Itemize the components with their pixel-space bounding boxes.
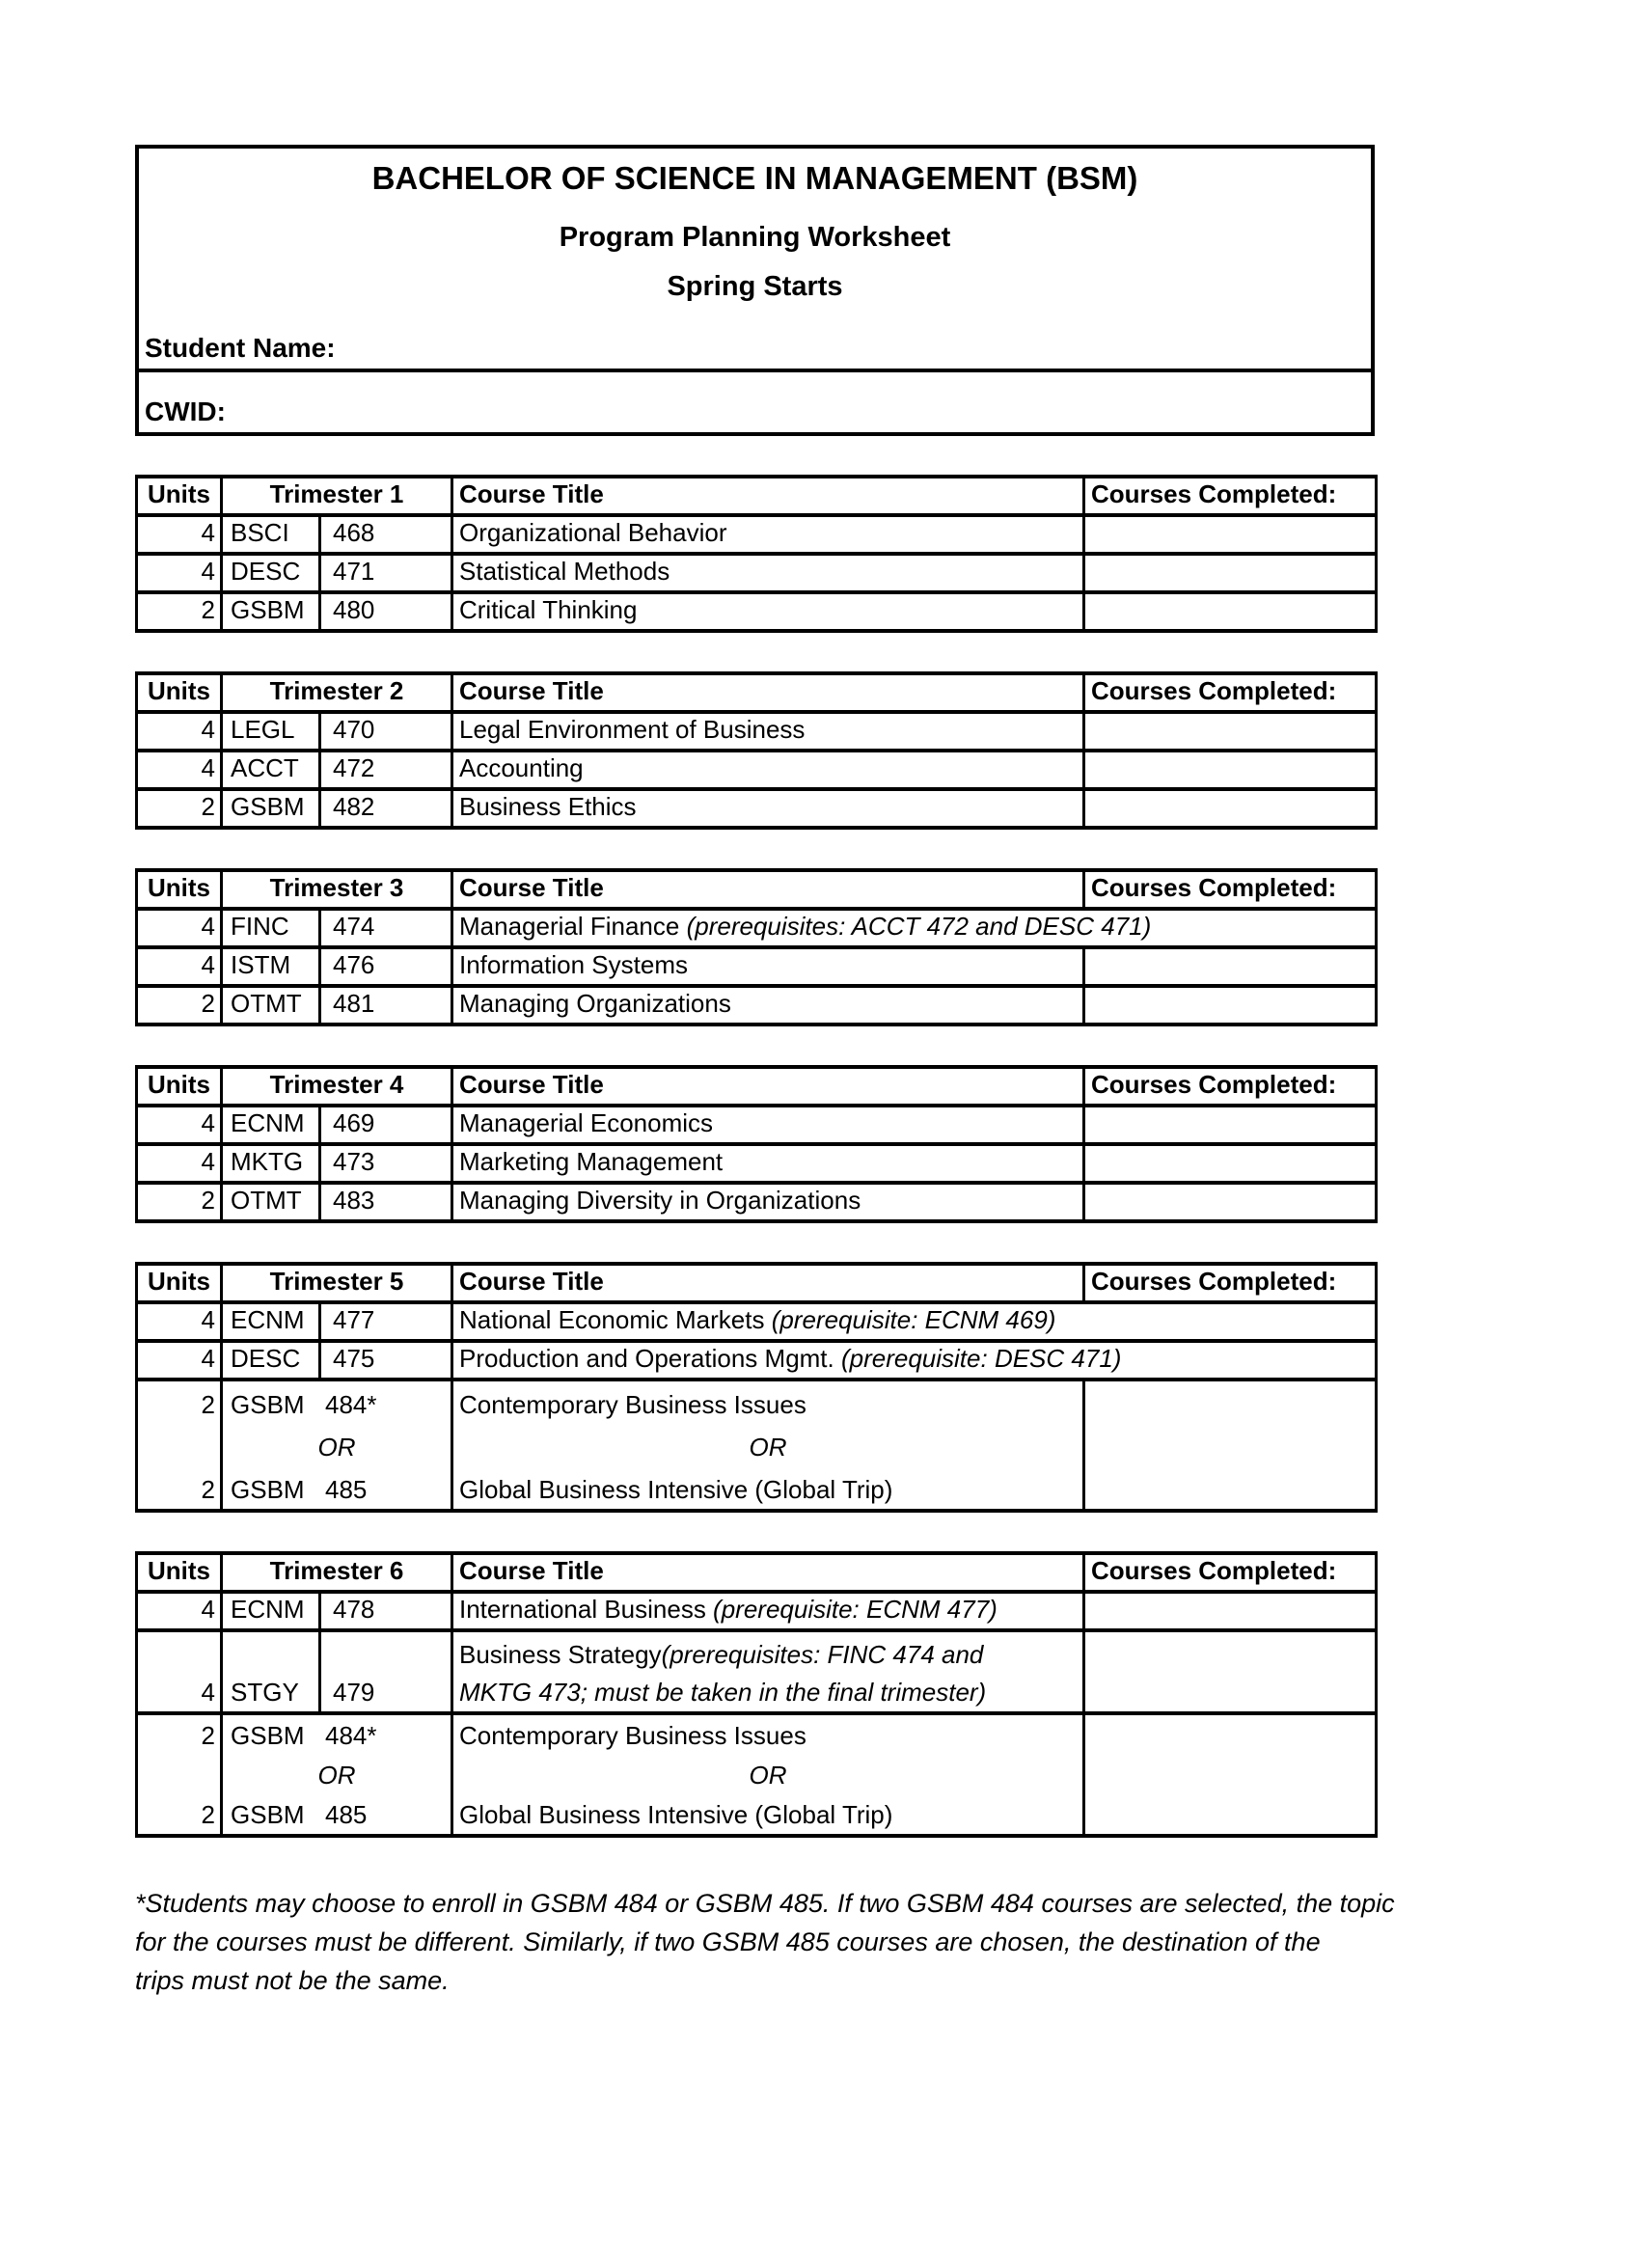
- course-title-header: Course Title: [452, 673, 1084, 712]
- units-cell: 4: [137, 947, 222, 986]
- course-row: [137, 1106, 1377, 1144]
- course-title-cell: Critical Thinking: [452, 592, 1084, 631]
- course-title-cell: Managing Organizations: [452, 986, 1084, 1025]
- course-title-header: Course Title: [452, 1553, 1084, 1592]
- course-prefix-cell: OTMT: [222, 1183, 320, 1221]
- course-number-cell: 470: [320, 712, 452, 751]
- worksheet-page: [135, 145, 1395, 2000]
- units-header: Units: [137, 673, 222, 712]
- course-prefix-cell: DESC: [222, 554, 320, 592]
- course-title-cell: Accounting: [452, 751, 1084, 789]
- course-number-cell: 481: [320, 986, 452, 1025]
- units-cell: 4: [137, 1592, 222, 1630]
- footnote: [135, 1884, 1534, 2000]
- courses-completed-cell: [1084, 1183, 1377, 1221]
- trimester-2-table: [135, 671, 1378, 830]
- courses-completed-cell: [1084, 712, 1377, 751]
- course-title-cell: Information Systems: [452, 947, 1084, 986]
- trimester-3-table: [135, 868, 1378, 1026]
- course-prefix-cell: ISTM: [222, 947, 320, 986]
- units-cell: 4: [137, 1144, 222, 1183]
- course-title-header: Course Title: [452, 477, 1084, 515]
- course-title-cell: Legal Environment of Business: [452, 712, 1084, 751]
- course-row: [137, 1341, 1377, 1380]
- term-subtitle: Spring Starts: [667, 271, 843, 302]
- course-title-cell: Statistical Methods: [452, 554, 1084, 592]
- course-row: [137, 909, 1377, 947]
- course-code-cell: GSBM 484* OR GSBM 485: [222, 1713, 452, 1836]
- or-label: OR: [317, 1761, 356, 1790]
- course-number-cell: 472: [320, 751, 452, 789]
- student-name-label: Student Name:: [145, 333, 336, 363]
- units-header: Units: [137, 1067, 222, 1106]
- units-cell: 2: [137, 1183, 222, 1221]
- course-prefix-cell: LEGL: [222, 712, 320, 751]
- cwid-label: CWID:: [145, 396, 226, 426]
- units-cell: 4: [137, 712, 222, 751]
- course-row: [137, 789, 1377, 828]
- course-row: [137, 751, 1377, 789]
- trimester-header: Trimester 2: [222, 673, 452, 712]
- course-title-cell: Contemporary Business Issues OR Global Business Intensive (Global Trip): [452, 1713, 1084, 1836]
- table-header-row: [137, 673, 1377, 712]
- courses-completed-header: Courses Completed:: [1084, 477, 1377, 515]
- course-prefix-cell: OTMT: [222, 986, 320, 1025]
- courses-completed-cell: [1084, 1380, 1377, 1511]
- table-header-row: [137, 1264, 1377, 1302]
- courses-completed-cell: [1084, 986, 1377, 1025]
- course-row: [137, 1183, 1377, 1221]
- courses-completed-cell: [1084, 1106, 1377, 1144]
- trimester-header: Trimester 6: [222, 1553, 452, 1592]
- course-prefix-cell: ECNM: [222, 1592, 320, 1630]
- units-cell: 2: [137, 986, 222, 1025]
- units-cell: 2 2: [137, 1713, 222, 1836]
- units-header: Units: [137, 477, 222, 515]
- courses-completed-cell: [1084, 1592, 1377, 1630]
- course-row: [137, 1630, 1377, 1713]
- courses-completed-header: Courses Completed:: [1084, 673, 1377, 712]
- courses-completed-cell: [1084, 947, 1377, 986]
- courses-completed-cell: [1084, 515, 1377, 554]
- course-prefix-cell: ACCT: [222, 751, 320, 789]
- courses-completed-header: Courses Completed:: [1084, 1067, 1377, 1106]
- course-number-cell: 474: [320, 909, 452, 947]
- course-row: [137, 592, 1377, 631]
- course-prefix-cell: GSBM: [222, 789, 320, 828]
- table-header-row: [137, 477, 1377, 515]
- course-row: [137, 1592, 1377, 1630]
- units-cell: 4: [137, 515, 222, 554]
- course-row: [137, 986, 1377, 1025]
- units-header: Units: [137, 870, 222, 909]
- course-prefix-cell: DESC: [222, 1341, 320, 1380]
- trimester-5-table: [135, 1262, 1378, 1513]
- course-title-cell: Managing Diversity in Organizations: [452, 1183, 1084, 1221]
- course-prefix-cell: FINC: [222, 909, 320, 947]
- trimester-6-table: [135, 1551, 1378, 1838]
- course-row: [137, 1144, 1377, 1183]
- course-prefix-cell: STGY: [222, 1630, 320, 1713]
- course-number-cell: 480: [320, 592, 452, 631]
- course-code-cell: GSBM 484* OR GSBM 485: [222, 1380, 452, 1511]
- units-cell: 4: [137, 1341, 222, 1380]
- course-title-cell: Contemporary Business Issues OR Global Business Intensive (Global Trip): [452, 1380, 1084, 1511]
- units-header: Units: [137, 1553, 222, 1592]
- or-label: OR: [317, 1433, 356, 1462]
- trimester-header: Trimester 1: [222, 477, 452, 515]
- trimester-1-table: [135, 475, 1378, 633]
- footnote-line: for the courses must be different. Similarly, if two GSBM 485 courses are chosen, the destination of the: [135, 1927, 1321, 1956]
- course-number-cell: 471: [320, 554, 452, 592]
- courses-completed-header: Courses Completed:: [1084, 1264, 1377, 1302]
- units-cell: 2: [137, 789, 222, 828]
- courses-completed-cell: [1084, 789, 1377, 828]
- course-number-cell: 475: [320, 1341, 452, 1380]
- units-header: Units: [137, 1264, 222, 1302]
- or-choice-rows: [137, 1380, 1377, 1511]
- units-cell: 4: [137, 909, 222, 947]
- courses-completed-cell: [1084, 554, 1377, 592]
- course-row: [137, 554, 1377, 592]
- course-title-header: Course Title: [452, 1264, 1084, 1302]
- courses-completed-header: Courses Completed:: [1084, 870, 1377, 909]
- table-header-row: [137, 1553, 1377, 1592]
- course-title-cell: Managerial Finance (prerequisites: ACCT 472 and DESC 471): [452, 909, 1377, 947]
- course-number-cell: 479: [320, 1630, 452, 1713]
- course-number-cell: 469: [320, 1106, 452, 1144]
- course-number-cell: 473: [320, 1144, 452, 1183]
- header-box: [135, 145, 1375, 436]
- course-number-cell: 483: [320, 1183, 452, 1221]
- course-prefix-cell: GSBM: [222, 592, 320, 631]
- course-number-cell: 478: [320, 1592, 452, 1630]
- table-header-row: [137, 870, 1377, 909]
- trimester-header: Trimester 5: [222, 1264, 452, 1302]
- course-title-cell: Business Ethics: [452, 789, 1084, 828]
- or-choice-rows: [137, 1713, 1377, 1836]
- units-cell: 2: [137, 592, 222, 631]
- trimester-header: Trimester 3: [222, 870, 452, 909]
- course-number-cell: 468: [320, 515, 452, 554]
- page-title: BACHELOR OF SCIENCE IN MANAGEMENT (BSM): [371, 160, 1138, 196]
- units-cell: 4: [137, 554, 222, 592]
- course-prefix-cell: BSCI: [222, 515, 320, 554]
- page-subtitle: Program Planning Worksheet: [559, 222, 951, 253]
- courses-completed-cell: [1084, 1144, 1377, 1183]
- footnote-line: trips must not be the same.: [135, 1966, 450, 1995]
- units-cell: 4: [137, 751, 222, 789]
- courses-completed-cell: [1084, 1713, 1377, 1836]
- course-title-cell: Business Strategy (prerequisites: FINC 474 and MKTG 473; must be taken in the final trimester): [452, 1630, 1084, 1713]
- or-label: OR: [749, 1761, 787, 1790]
- course-prefix-cell: MKTG: [222, 1144, 320, 1183]
- course-number-cell: 482: [320, 789, 452, 828]
- trimester-header: Trimester 4: [222, 1067, 452, 1106]
- courses-completed-cell: [1084, 1630, 1377, 1713]
- course-title-cell: International Business (prerequisite: ECNM 477): [452, 1592, 1084, 1630]
- footnote-line: *Students may choose to enroll in GSBM 484 or GSBM 485. If two GSBM 484 courses are selected, the topic: [135, 1889, 1395, 1918]
- course-title-cell: Marketing Management: [452, 1144, 1084, 1183]
- course-row: [137, 712, 1377, 751]
- course-title-header: Course Title: [452, 1067, 1084, 1106]
- course-title-cell: Production and Operations Mgmt. (prerequisite: DESC 471): [452, 1341, 1377, 1380]
- table-header-row: [137, 1067, 1377, 1106]
- or-label: OR: [749, 1433, 787, 1462]
- course-title-header: Course Title: [452, 870, 1084, 909]
- course-number-cell: 476: [320, 947, 452, 986]
- course-title-cell: National Economic Markets (prerequisite: ECNM 469): [452, 1302, 1377, 1341]
- courses-completed-header: Courses Completed:: [1084, 1553, 1377, 1592]
- course-title-cell: Managerial Economics: [452, 1106, 1084, 1144]
- course-row: [137, 1302, 1377, 1341]
- course-prefix-cell: ECNM: [222, 1106, 320, 1144]
- course-row: [137, 947, 1377, 986]
- courses-completed-cell: [1084, 751, 1377, 789]
- course-row: [137, 515, 1377, 554]
- trimester-4-table: [135, 1065, 1378, 1223]
- course-number-cell: 477: [320, 1302, 452, 1341]
- course-title-cell: Organizational Behavior: [452, 515, 1084, 554]
- course-prefix-cell: ECNM: [222, 1302, 320, 1341]
- units-cell: 4: [137, 1106, 222, 1144]
- units-cell: 4: [137, 1630, 222, 1713]
- cwid-row: [139, 372, 1371, 432]
- units-cell: 2 2: [137, 1380, 222, 1511]
- header-top-section: [139, 149, 1371, 372]
- units-cell: 4: [137, 1302, 222, 1341]
- courses-completed-cell: [1084, 592, 1377, 631]
